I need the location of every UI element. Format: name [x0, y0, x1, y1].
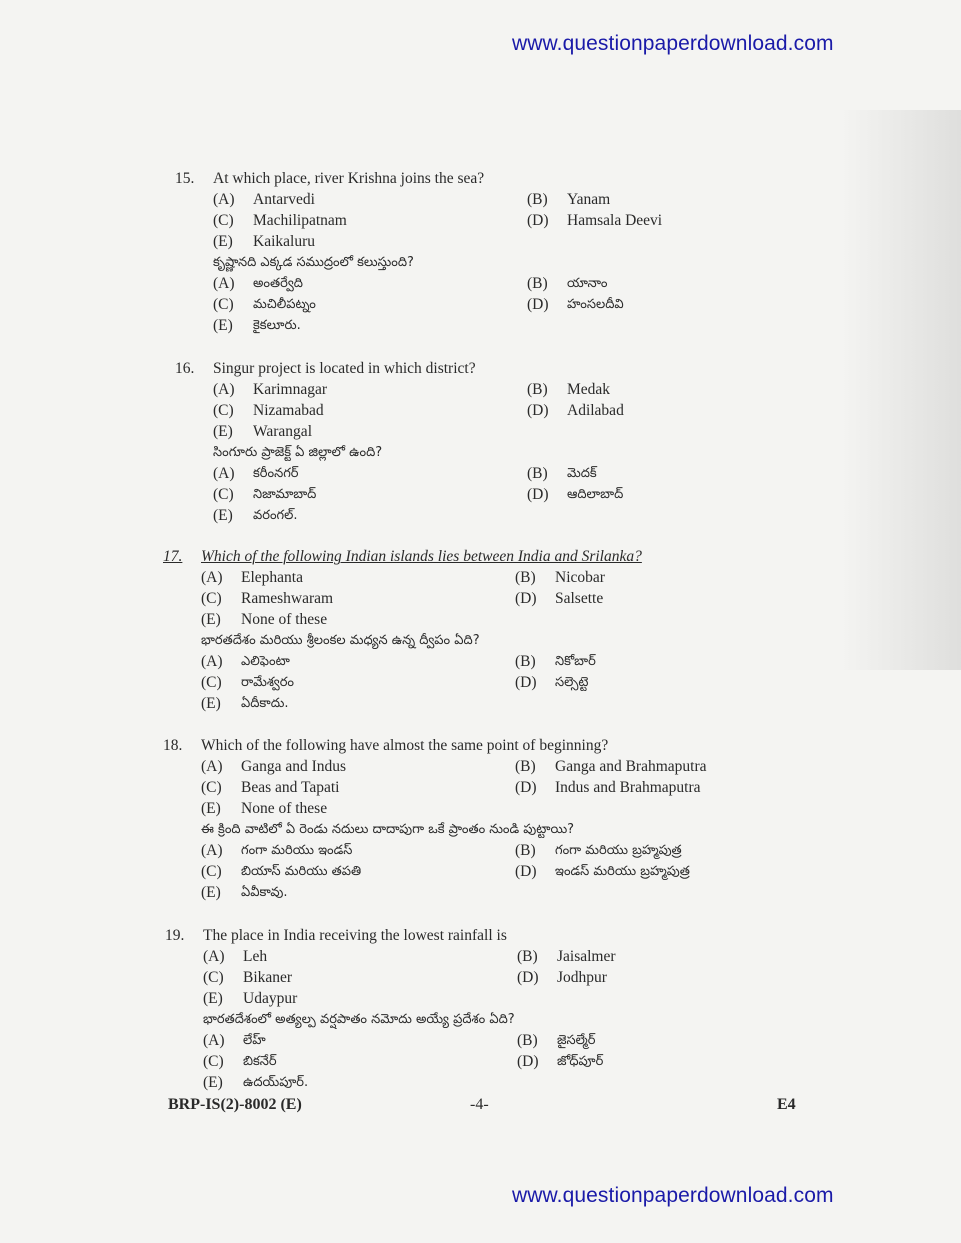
option-te-c	[213, 294, 316, 315]
option-text: None of these	[241, 800, 328, 817]
option-label: (D)	[527, 486, 549, 503]
question-stem	[163, 735, 608, 756]
option-text: రామేశ్వరం	[241, 675, 295, 690]
option-text: Adilabad	[567, 402, 624, 419]
option-label: (E)	[201, 695, 221, 712]
option-label: (A)	[213, 465, 235, 482]
option-text: Indus and Brahmaputra	[555, 779, 701, 796]
option-te-b	[517, 1030, 595, 1051]
option-text: యానాం	[567, 276, 608, 291]
option-text: కైకలూరు.	[253, 318, 301, 333]
page-number: -4-	[470, 1096, 489, 1113]
question-17	[163, 546, 642, 712]
option-label: (C)	[213, 402, 234, 419]
option-te-c	[203, 1051, 277, 1072]
option-text: Jaisalmer	[557, 948, 616, 965]
option-text: Udaypur	[243, 990, 298, 1007]
header-watermark-url[interactable]: www.questionpaperdownload.com	[512, 32, 834, 55]
option-label: (C)	[213, 486, 234, 503]
option-label: (D)	[515, 779, 537, 796]
option-text: బికనేర్	[243, 1054, 277, 1069]
option-label: (D)	[515, 674, 537, 691]
paper-set: E4	[777, 1096, 796, 1113]
option-label: (A)	[201, 569, 223, 586]
question-text-en: Which of the following Indian islands lies between India and Srilanka?	[201, 548, 642, 565]
option-label: (E)	[201, 884, 221, 901]
option-label: (E)	[203, 990, 223, 1007]
option-text: వరంగల్.	[253, 508, 298, 523]
option-label: (C)	[213, 212, 234, 229]
option-label: (A)	[213, 381, 235, 398]
option-text: మెదక్	[567, 466, 597, 481]
option-te-d	[517, 1051, 603, 1072]
option-label: (C)	[213, 296, 234, 313]
option-text: మచిలీపట్నం	[253, 297, 316, 312]
option-text: Antarvedi	[253, 191, 315, 208]
option-te-b	[515, 840, 682, 861]
option-te-a	[201, 651, 290, 672]
option-en-e	[203, 988, 297, 1009]
paper-code: BRP-IS(2)-8002 (E)	[168, 1096, 302, 1113]
option-te-e	[201, 693, 289, 714]
option-label: (B)	[527, 275, 548, 292]
option-text: సల్సెట్టె	[555, 675, 589, 690]
option-text: Salsette	[555, 590, 604, 607]
option-text: Yanam	[567, 191, 611, 208]
question-15	[175, 168, 663, 334]
question-text-en: Singur project is located in which district?	[213, 360, 476, 377]
option-text: ఇండస్ మరియు బ్రహ్మపుత్ర	[555, 864, 690, 879]
question-text-en: Which of the following have almost the same point of beginning?	[201, 737, 609, 754]
option-label: (A)	[213, 275, 235, 292]
option-en-a	[213, 189, 315, 210]
option-en-b	[515, 567, 605, 588]
option-text: Hamsala Deevi	[567, 212, 663, 229]
option-label: (C)	[201, 674, 222, 691]
option-text: Ganga and Brahmaputra	[555, 758, 707, 775]
option-text: Bikaner	[243, 969, 293, 986]
option-te-b	[527, 273, 607, 294]
option-text: బియాస్ మరియు తపతి	[241, 864, 362, 879]
option-label: (B)	[515, 842, 536, 859]
question-number: 17.	[163, 548, 183, 565]
page-shadow	[841, 110, 961, 670]
option-en-b	[517, 946, 616, 967]
option-en-a	[203, 946, 267, 967]
option-label: (A)	[203, 948, 225, 965]
option-te-e	[213, 315, 301, 336]
option-label: (B)	[515, 653, 536, 670]
option-en-c	[213, 400, 324, 421]
option-en-a	[213, 379, 327, 400]
option-text: Warangal	[253, 423, 312, 440]
option-en-e	[213, 421, 312, 442]
option-en-a	[201, 756, 346, 777]
option-text: నిజామాబాద్	[253, 487, 317, 502]
option-text: Nicobar	[555, 569, 605, 586]
option-te-e	[213, 505, 297, 526]
option-te-e	[201, 882, 287, 903]
option-label: (D)	[527, 402, 549, 419]
option-label: (B)	[527, 191, 548, 208]
option-en-e	[201, 798, 327, 819]
option-te-c	[201, 861, 361, 882]
option-en-e	[201, 609, 327, 630]
option-te-a	[203, 1030, 266, 1051]
option-label: (E)	[213, 507, 233, 524]
question-stem	[163, 546, 642, 567]
option-text: అంతర్వేది	[253, 276, 303, 291]
option-label: (A)	[203, 1032, 225, 1049]
option-label: (D)	[515, 590, 537, 607]
option-te-b	[527, 463, 597, 484]
question-text-en: The place in India receiving the lowest rainfall is	[203, 927, 507, 944]
option-label: (B)	[515, 758, 536, 775]
option-te-a	[213, 463, 299, 484]
option-te-a	[201, 840, 352, 861]
option-te-a	[213, 273, 303, 294]
option-text: Rameshwaram	[241, 590, 334, 607]
option-label: (A)	[201, 758, 223, 775]
option-te-d	[527, 294, 624, 315]
option-text: None of these	[241, 611, 328, 628]
option-label: (B)	[515, 569, 536, 586]
option-en-b	[527, 189, 610, 210]
option-en-c	[201, 777, 340, 798]
question-text-te: సింగూరు ప్రాజెక్ట్ ఏ జిల్లాలో ఉంది?	[213, 445, 383, 460]
option-te-e	[203, 1072, 308, 1093]
question-text-te: భారతదేశంలో అత్యల్ప వర్షపాతం నమోదు అయ్యే ప్రదేశం ఏది?	[203, 1012, 515, 1027]
question-number: 15.	[175, 170, 195, 187]
option-text: ఏవీకావు.	[241, 885, 288, 900]
option-label: (B)	[517, 1032, 538, 1049]
option-text: Nizamabad	[253, 402, 324, 419]
option-label: (E)	[213, 317, 233, 334]
option-label: (E)	[213, 233, 233, 250]
question-number: 16.	[175, 360, 195, 377]
option-en-d	[527, 400, 624, 421]
option-en-e	[213, 231, 315, 252]
option-en-b	[515, 756, 707, 777]
question-text-te: భారతదేశం మరియు శ్రీలంకల మధ్యన ఉన్న ద్వీపం ఏది?	[201, 633, 480, 648]
option-en-b	[527, 379, 610, 400]
option-label: (C)	[201, 779, 222, 796]
option-text: హంసలదీవి	[567, 297, 624, 312]
option-text: జైసల్మేర్	[557, 1033, 596, 1048]
option-text: Elephanta	[241, 569, 303, 586]
option-text: Kaikaluru	[253, 233, 315, 250]
option-label: (D)	[527, 212, 549, 229]
option-label: (A)	[213, 191, 235, 208]
option-en-d	[515, 777, 701, 798]
option-text: Medak	[567, 381, 611, 398]
question-19	[165, 925, 616, 1091]
option-te-b	[515, 651, 596, 672]
option-en-c	[201, 588, 333, 609]
question-18	[163, 735, 707, 901]
option-text: ఏదీకాదు.	[241, 696, 289, 711]
option-label: (D)	[517, 1053, 539, 1070]
option-en-c	[203, 967, 292, 988]
option-label: (E)	[201, 800, 221, 817]
option-label: (A)	[201, 653, 223, 670]
option-text: ఆదిలాబాద్	[567, 487, 624, 502]
option-text: Machilipatnam	[253, 212, 347, 229]
option-text: ఎలిఫెంటా	[241, 654, 290, 669]
option-text: గంగా మరియు ఇండస్	[241, 843, 353, 858]
option-te-d	[515, 861, 690, 882]
question-number: 19.	[165, 927, 185, 944]
question-text-en: At which place, river Krishna joins the sea?	[213, 170, 485, 187]
option-en-d	[515, 588, 603, 609]
question-stem	[175, 168, 484, 189]
option-label: (C)	[201, 590, 222, 607]
question-number: 18.	[163, 737, 183, 754]
option-text: నికోబార్	[555, 654, 596, 669]
option-en-d	[517, 967, 607, 988]
option-text: లేహ్	[243, 1033, 266, 1048]
option-en-d	[527, 210, 662, 231]
option-label: (C)	[203, 969, 224, 986]
option-label: (E)	[203, 1074, 223, 1091]
option-label: (A)	[201, 842, 223, 859]
footer-watermark-url[interactable]: www.questionpaperdownload.com	[512, 1184, 834, 1207]
option-en-c	[213, 210, 347, 231]
question-stem	[175, 358, 476, 379]
option-text: కరీంనగర్	[253, 466, 299, 481]
option-text: Leh	[243, 948, 268, 965]
option-label: (B)	[527, 465, 548, 482]
option-label: (E)	[213, 423, 233, 440]
option-te-d	[527, 484, 623, 505]
question-text-te: కృష్ణానది ఎక్కడ సముద్రంలో కలుస్తుంది?	[213, 255, 414, 270]
option-text: Karimnagar	[253, 381, 328, 398]
option-text: Ganga and Indus	[241, 758, 347, 775]
option-label: (C)	[201, 863, 222, 880]
question-stem	[165, 925, 507, 946]
option-text: జోధ్‌పూర్	[557, 1054, 604, 1069]
option-te-d	[515, 672, 588, 693]
question-text-te: ఈ క్రింది వాటిలో ఏ రెండు నదులు దాదాపుగా ఒకే ప్రాంతం నుండి పుట్టాయి?	[201, 822, 575, 837]
option-label: (B)	[517, 948, 538, 965]
option-label: (E)	[201, 611, 221, 628]
option-text: గంగా మరియు బ్రహ్మపుత్ర	[555, 843, 682, 858]
option-text: ఉదయ్‌పూర్.	[243, 1075, 309, 1090]
option-label: (C)	[203, 1053, 224, 1070]
option-label: (D)	[527, 296, 549, 313]
option-label: (B)	[527, 381, 548, 398]
option-te-c	[201, 672, 294, 693]
option-en-a	[201, 567, 303, 588]
option-te-c	[213, 484, 316, 505]
option-label: (D)	[515, 863, 537, 880]
question-16	[175, 358, 624, 524]
option-label: (D)	[517, 969, 539, 986]
option-text: Beas and Tapati	[241, 779, 340, 796]
option-text: Jodhpur	[557, 969, 607, 986]
